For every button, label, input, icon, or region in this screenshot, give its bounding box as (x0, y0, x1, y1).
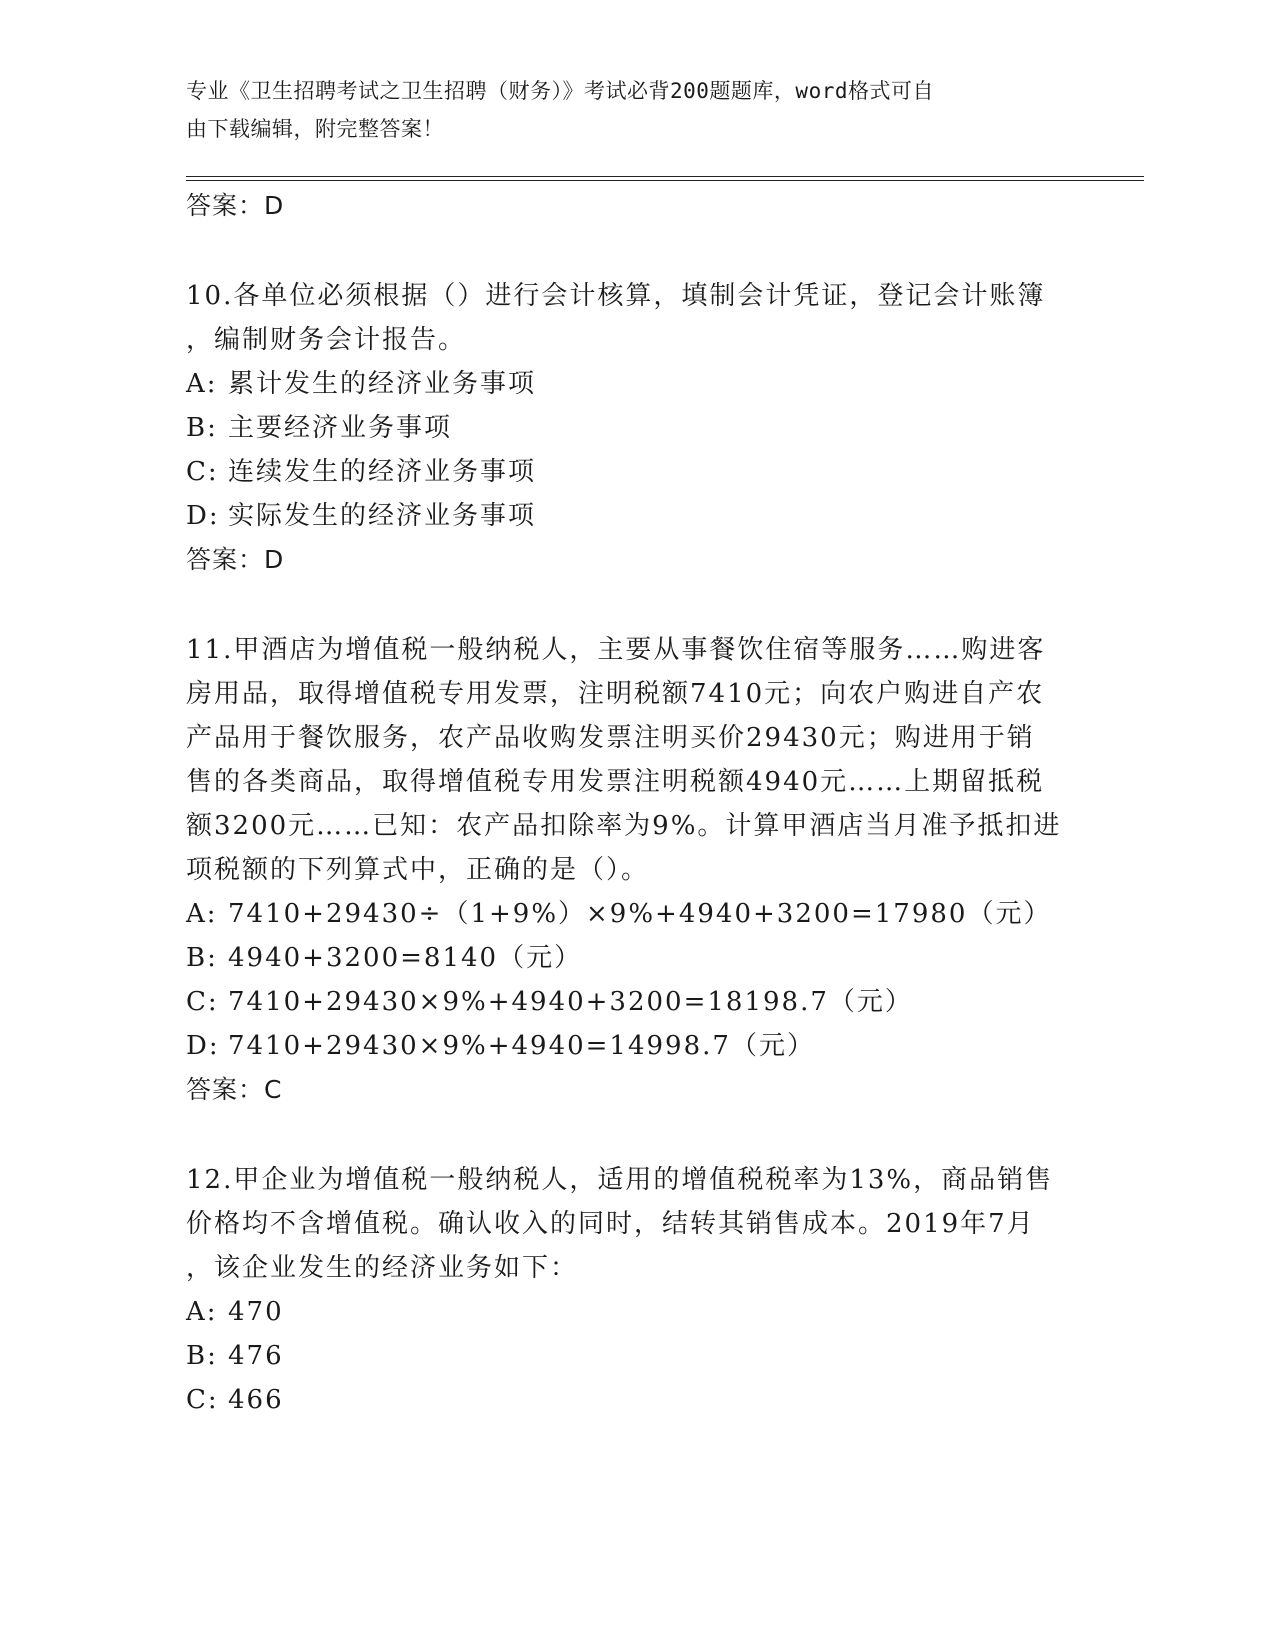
option-text: 主要经济业务事项 (228, 413, 453, 443)
question-11-option-b (186, 936, 582, 980)
question-11-stem-line-4: 售的各类商品，取得增值税专用发票注明税额4940元……上期留抵税 (186, 767, 1045, 797)
option-letter: D: (186, 501, 220, 531)
option-text: 7410+29430÷（1+9%）×9%+4940+3200=17980（元） (228, 899, 1052, 929)
option-letter: A: (186, 1297, 218, 1327)
question-11-option-d (186, 1024, 815, 1068)
header-divider (186, 176, 1144, 181)
question-10-stem-line-1: 10.各单位必须根据（）进行会计核算，填制会计凭证，登记会计账簿 (186, 281, 1046, 311)
question-12-stem-line-3: ，该企业发生的经济业务如下： (186, 1253, 579, 1283)
option-text: 连续发生的经济业务事项 (228, 457, 537, 487)
question-12-option-c (186, 1378, 284, 1422)
question-11-answer: 答案：C (186, 1075, 283, 1104)
question-11-stem-line-2: 房用品，取得增值税专用发票，注明税额7410元；向农户购进自产农 (186, 679, 1045, 709)
previous-answer: 答案：D (186, 191, 285, 220)
option-text: 7410+29430×9%+4940+3200=18198.7（元） (228, 987, 913, 1017)
option-text: 476 (228, 1341, 284, 1371)
question-10-stem-line-2: ，编制财务会计报告。 (186, 325, 467, 355)
question-11-stem-line-3: 产品用于餐饮服务，农产品收购发票注明买价29430元；购进用于销 (186, 723, 1035, 753)
header-line-1: 专业《卫生招聘考试之卫生招聘（财务）》考试必背200题题库，word格式可自 (186, 79, 934, 103)
header-line-2: 由下载编辑，附完整答案！ (186, 117, 444, 141)
option-text: 466 (228, 1385, 284, 1415)
question-12-stem-line-1: 12.甲企业为增值税一般纳税人，适用的增值税税率为13%，商品销售 (186, 1165, 1054, 1195)
question-11-option-c (186, 980, 913, 1024)
option-text: 实际发生的经济业务事项 (228, 501, 537, 531)
option-letter: B: (186, 1341, 218, 1371)
option-letter: C: (186, 987, 219, 1017)
option-letter: C: (186, 457, 219, 487)
option-letter: A: (186, 369, 218, 399)
question-11-stem-line-5: 额3200元……已知：农产品扣除率为9%。计算甲酒店当月准予抵扣进 (186, 811, 1062, 841)
option-text: 4940+3200=8140（元） (228, 943, 583, 973)
question-12-option-a (186, 1290, 284, 1334)
question-10-option-a (186, 362, 536, 406)
option-letter: B: (186, 413, 218, 443)
page-header (186, 72, 1066, 148)
question-10-answer: 答案：D (186, 545, 285, 574)
option-text: 470 (228, 1297, 284, 1327)
question-11-stem-line-1: 11.甲酒店为增值税一般纳税人，主要从事餐饮住宿等服务……购进客 (186, 635, 1046, 665)
question-12-stem-line-2: 价格均不含增值税。确认收入的同时，结转其销售成本。2019年7月 (186, 1209, 1035, 1239)
question-11-option-a (186, 892, 1051, 936)
question-11-stem-line-6: 项税额的下列算式中，正确的是（）。 (186, 855, 650, 885)
question-12-option-b (186, 1334, 284, 1378)
question-10-option-c (186, 450, 536, 494)
option-text: 累计发生的经济业务事项 (228, 369, 537, 399)
option-letter: B: (186, 943, 218, 973)
option-letter: C: (186, 1385, 219, 1415)
option-letter: A: (186, 899, 218, 929)
option-letter: D: (186, 1031, 220, 1061)
question-10-option-d (186, 494, 536, 538)
question-10-option-b (186, 406, 452, 450)
option-text: 7410+29430×9%+4940=14998.7（元） (228, 1031, 815, 1061)
